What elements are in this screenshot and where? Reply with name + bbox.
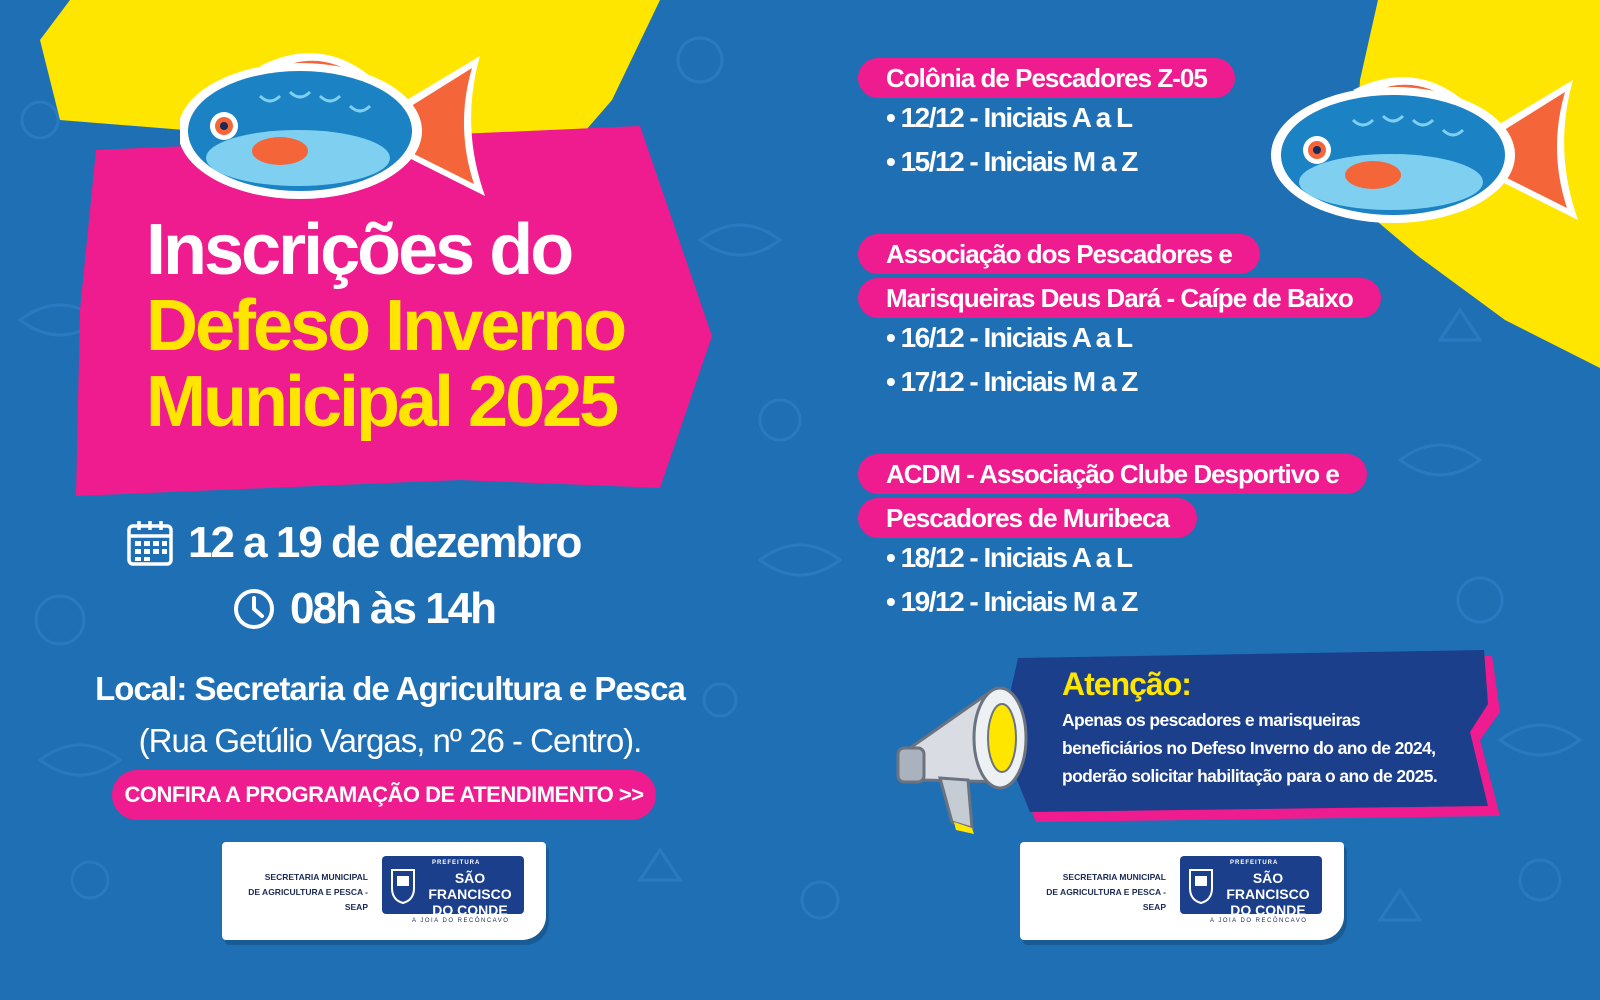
org-name-pill: Colônia de Pescadores Z-05 bbox=[858, 58, 1235, 98]
location-line-1: Local: Secretaria de Agricultura e Pesca bbox=[95, 670, 685, 707]
org-name-pill: Marisqueiras Deus Dará - Caípe de Baixo bbox=[858, 278, 1381, 318]
attention-body: Apenas os pescadores e marisqueiras beneficiários no Defeso Inverno do ano de 2024, poderão solicitar habilitação para o ano de 2025. bbox=[1062, 710, 1438, 786]
schedule-item: • 19/12 - Iniciais M a Z bbox=[886, 586, 1137, 617]
location-line-2: (Rua Getúlio Vargas, nº 26 - Centro). bbox=[138, 722, 642, 759]
org-name-pill: Associação dos Pescadores e bbox=[858, 234, 1260, 274]
schedule-item: • 18/12 - Iniciais A a L bbox=[886, 542, 1132, 573]
city-name: SÃO FRANCISCO DO CONDE bbox=[428, 870, 512, 918]
prefeitura-badge: PREFEITURA SÃO FRANCISCO DO CONDE bbox=[1180, 856, 1322, 914]
title-line-1: Inscrições do bbox=[146, 210, 572, 290]
schedule-item: • 17/12 - Iniciais M a Z bbox=[886, 366, 1137, 397]
city-tagline: A JOIA DO RECÔNCAVO bbox=[1210, 918, 1308, 924]
time-text: 08h às 14h bbox=[290, 584, 496, 633]
attention-title: Atenção: bbox=[1062, 666, 1191, 702]
city-tagline: A JOIA DO RECÔNCAVO bbox=[412, 918, 510, 924]
megaphone-icon bbox=[880, 672, 1060, 842]
schedule-item: • 15/12 - Iniciais M a Z bbox=[886, 146, 1137, 177]
schedule-cta-button[interactable]: CONFIRA A PROGRAMAÇÃO DE ATENDIMENTO >> bbox=[112, 770, 656, 820]
secretaria-text: SECRETARIA MUNICIPAL DE AGRICULTURA E PESCA - SEAP bbox=[248, 872, 368, 912]
org-name-pill: ACDM - Associação Clube Desportivo e bbox=[858, 454, 1367, 494]
org-name-pill: Pescadores de Muribeca bbox=[858, 498, 1197, 538]
prefeitura-badge: PREFEITURA SÃO FRANCISCO DO CONDE bbox=[382, 856, 524, 914]
title-line-2: Defeso Inverno bbox=[146, 286, 625, 366]
date-text: 12 a 19 de dezembro bbox=[188, 518, 581, 567]
secretaria-text: SECRETARIA MUNICIPAL DE AGRICULTURA E PESCA - SEAP bbox=[1046, 872, 1166, 912]
city-name: SÃO FRANCISCO DO CONDE bbox=[1226, 870, 1310, 918]
title-line-3: Municipal 2025 bbox=[146, 362, 617, 442]
schedule-item: • 16/12 - Iniciais A a L bbox=[886, 322, 1132, 353]
schedule-item: • 12/12 - Iniciais A a L bbox=[886, 102, 1132, 133]
